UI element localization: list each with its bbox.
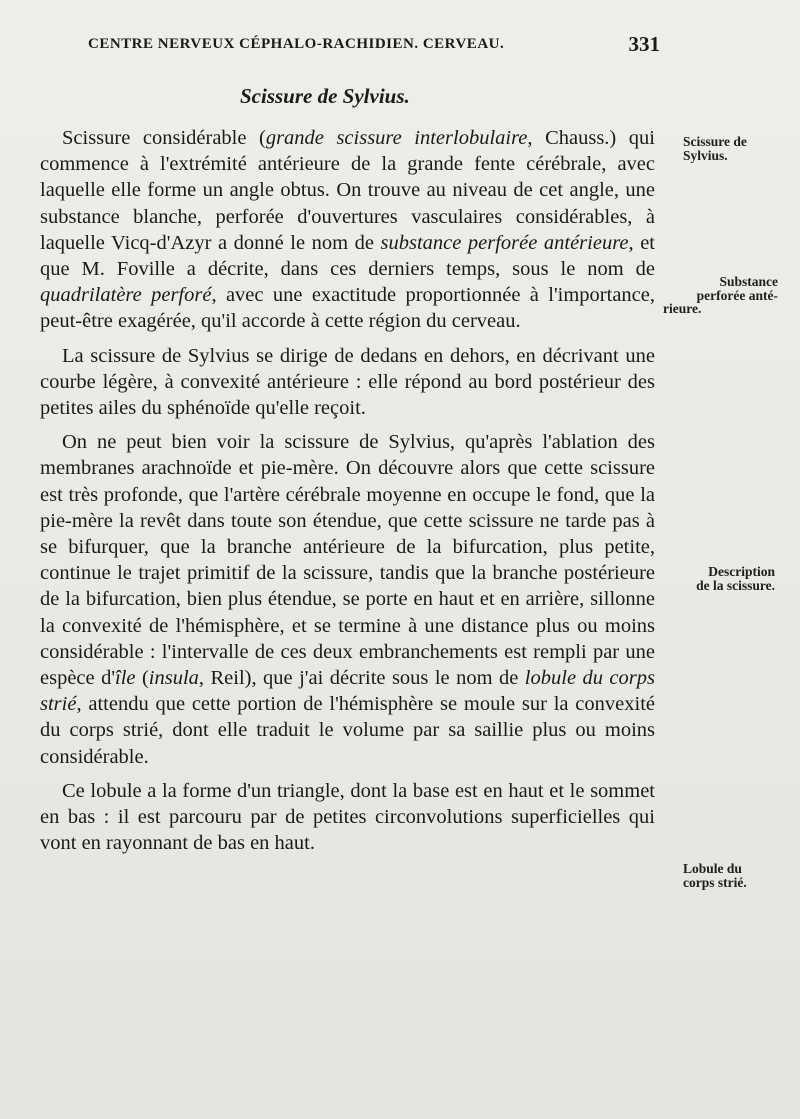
italic-term: île: [115, 667, 136, 690]
sidenote-scissure-de-sylvius: [683, 135, 783, 162]
paragraph-2: [40, 343, 655, 422]
sidenote-line: Lobule du: [683, 861, 742, 876]
text-run: , Reil), que j'ai décrite sous le nom de: [198, 667, 525, 690]
sidenote-line: Sylvius.: [683, 147, 728, 163]
sidenote-line: rieure.: [663, 301, 702, 316]
text-run: Scissure considérable (: [62, 127, 266, 149]
page-number: 331: [628, 32, 660, 56]
text-run: , attendu que cette portion de l'hémisphère se moule sur la convexité du corps strié, dont elle traduit le volume par sa saillie plus ou moins considérable.: [40, 693, 655, 768]
sidenote-lobule: [683, 862, 788, 889]
italic-term: substance perforée antérieure: [380, 231, 629, 254]
section-title: Scissure de Sylvius.: [240, 84, 410, 108]
text-run: , et que M. Foville a décrite, dans ces derniers temps, sous le nom de: [40, 231, 655, 281]
sidenote-line: Description: [708, 564, 775, 579]
sidenote-line: perforée anté-: [696, 287, 778, 303]
italic-term: quadrilatère perforé: [40, 284, 212, 307]
paragraph-4: [40, 778, 655, 857]
italic-term: grande scissure interlobulaire: [265, 127, 528, 149]
sidenote-line: de la scissure.: [696, 577, 775, 593]
sidenote-line: corps strié.: [683, 874, 747, 890]
text-run: , Chauss.) qui commence à l'extrémité antérieure de la grande fente cérébrale, avec laquelle elle forme un angle obtus. On trouve au niveau de cet angle, une substance blanche, perforée d'ouvertures vasculaires considérables, à laquelle Vicq-d'Azyr a donné le nom de: [40, 127, 655, 254]
page-header: [60, 34, 660, 60]
italic-term: lobule du corps strié: [40, 667, 655, 716]
sidenote-description: [660, 565, 775, 592]
paragraph-3: [40, 429, 655, 770]
sidenote-line: Scissure de: [683, 134, 747, 149]
text-run: On ne peut bien voir la scissure de Sylvius, qu'après l'ablation des membranes arachnoïde et pie-mère. On découvre alors que cette scissure est très profonde, que l'artère cérébrale moyenne en occupe le fond, que la pie-mère la revêt dans toute son étendue, que cette scissure ne tarde pas à se bifurquer, que la branche antérieure de la bifurcation, plus petite, continue le trajet primitif de la scissure, tandis que la branche postérieure de la bifurcation, bien plus étendue, se porte en haut et en arrière, sillonne la convexité de l'hémisphère, et se termine à une distance plus ou moins considérable : l'intervalle de ces deux embranchements est rempli par une espèce d': [40, 431, 655, 690]
body-text: [40, 125, 655, 856]
sidenote-substance-perforee: [663, 275, 778, 316]
running-head: CENTRE NERVEUX CÉPHALO-RACHIDIEN. CERVEAU.: [88, 36, 505, 52]
sidenote-line: Substance: [719, 274, 778, 289]
paragraph-1: [40, 125, 655, 335]
text-run: , avec une exactitude proportionnée à l'importance, peut-être exagérée, qu'il accorde à cette région du cerveau.: [40, 284, 655, 333]
text-run: La scissure de Sylvius se dirige de dedans en dehors, en décrivant une courbe légère, à convexité antérieure : elle répond au bord postérieur des petites ailes du sphénoïde qu'elle reçoit.: [40, 344, 655, 420]
text-run: Ce lobule a la forme d'un triangle, dont la base est en haut et le sommet en bas : il est parcouru par de petites circonvolutions superficielles qui vont en rayonnant de bas en haut.: [40, 779, 655, 855]
italic-term: insula: [148, 667, 199, 690]
text-run: (: [135, 667, 149, 690]
